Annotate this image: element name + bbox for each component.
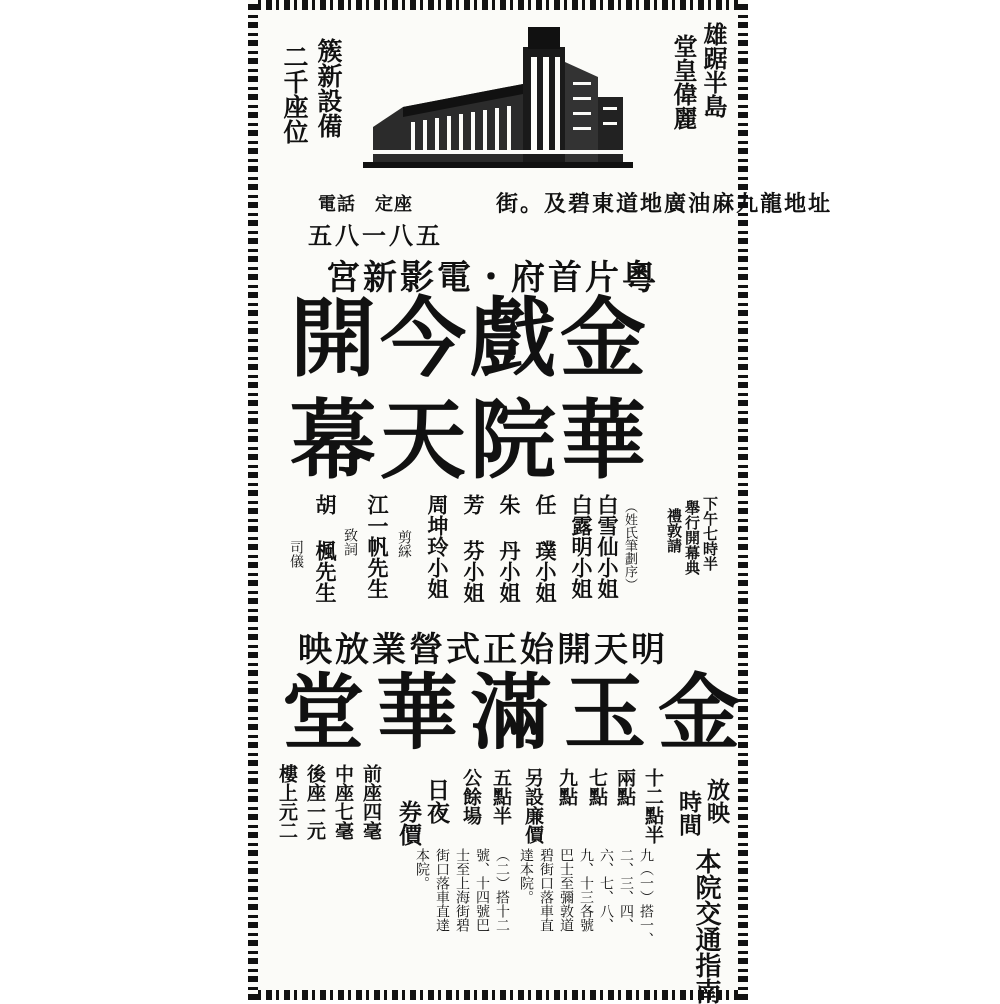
newspaper-advertisement	[248, 0, 833, 1004]
schedule-time-4: 九點	[556, 768, 578, 806]
price-front: 前座四毫	[360, 764, 382, 840]
transport-line-6: 碧街口落車直	[538, 848, 554, 932]
guest-8: 胡 楓先生	[313, 494, 338, 603]
price-upper: 樓上元二	[276, 764, 298, 840]
guest-3: 任 璞小姐	[533, 494, 558, 603]
schedule-label-2: 時間	[675, 790, 702, 836]
transport-line-2: 二、三、四、	[618, 848, 634, 932]
guest-4: 朱 丹小姐	[497, 494, 522, 603]
guest-6: 周坤玲小姐	[425, 494, 450, 599]
slogan-right-2: 堂皇偉麗	[669, 34, 698, 130]
transport-line-12: 本院。	[414, 848, 430, 890]
transport-line-8: （二）搭十二	[494, 848, 510, 932]
speech-label: 致詞	[342, 528, 358, 556]
guest-7: 江一帆先生	[365, 494, 390, 599]
theatre-building-illustration	[363, 22, 633, 180]
schedule-time-1: 十二點半	[642, 768, 664, 844]
border-top	[248, 0, 748, 10]
transport-line-3: 六、七、八、	[598, 848, 614, 932]
transport-line-10: 士至上海街碧	[454, 848, 470, 932]
guest-5: 芳 芬小姐	[461, 494, 486, 603]
opening-time-3: 禮敦請	[665, 508, 683, 553]
schedule-time-2: 兩點	[614, 768, 636, 806]
price-back: 後座一元	[304, 764, 326, 840]
ribbon-cutting-label: 剪綵	[396, 530, 412, 558]
opening-time-2: 舉行開幕典	[683, 500, 701, 575]
border-bottom	[248, 990, 748, 1000]
schedule-time-5: 五點半	[490, 768, 512, 825]
opening-notice: 明天開始正式營業放映	[298, 630, 668, 670]
schedule-time-3: 七點	[586, 768, 608, 806]
transport-line-5: 巴士至彌敦道	[558, 848, 574, 932]
transport-line-4: 九、十三各號	[578, 848, 594, 932]
main-title-row-1: 金戲今開	[290, 288, 650, 389]
phone-label: 電話 定座	[318, 194, 413, 215]
phone-number: 五八一八五	[308, 221, 443, 250]
slogan-left-1: 簇新設備	[314, 38, 343, 138]
order-note: （姓氏筆劃序）	[622, 500, 637, 591]
address-row-1: 街。及碧東道地廣油麻九龍地址	[496, 191, 833, 217]
tagline: 粵片首府・電影新宮	[326, 258, 659, 298]
transport-line-11: 街口落車直達	[434, 848, 450, 932]
emcee-label: 司儀	[288, 540, 304, 568]
transport-line-9: 號、十四號巴	[474, 848, 490, 932]
border-right	[738, 0, 748, 1000]
transport-label: 本院交通指南	[691, 848, 721, 1004]
schedule-label-1: 放映	[703, 778, 730, 824]
schedule-matinee: 公餘場	[460, 768, 482, 825]
price-label-1: 日夜	[423, 778, 450, 824]
transport-line-7: 達本院。	[518, 848, 534, 904]
schedule-discount: 另設廉價	[522, 768, 544, 844]
transport-line-1: 九（一）搭一、	[638, 848, 654, 946]
price-label-2: 券價	[395, 800, 422, 846]
slogan-right-1: 雄踞半島	[699, 22, 728, 118]
guest-1: 白雪仙小姐	[595, 494, 620, 599]
opening-time-1: 下午七時半	[701, 496, 719, 571]
guest-2: 白露明小姐	[569, 494, 594, 599]
slogan-left-2: 二千座位	[280, 44, 309, 144]
film-title: 金玉滿華堂	[282, 665, 753, 761]
price-middle: 中座七毫	[332, 764, 354, 840]
main-title-row-2: 華院天幕	[290, 390, 650, 491]
border-left	[248, 0, 258, 1000]
